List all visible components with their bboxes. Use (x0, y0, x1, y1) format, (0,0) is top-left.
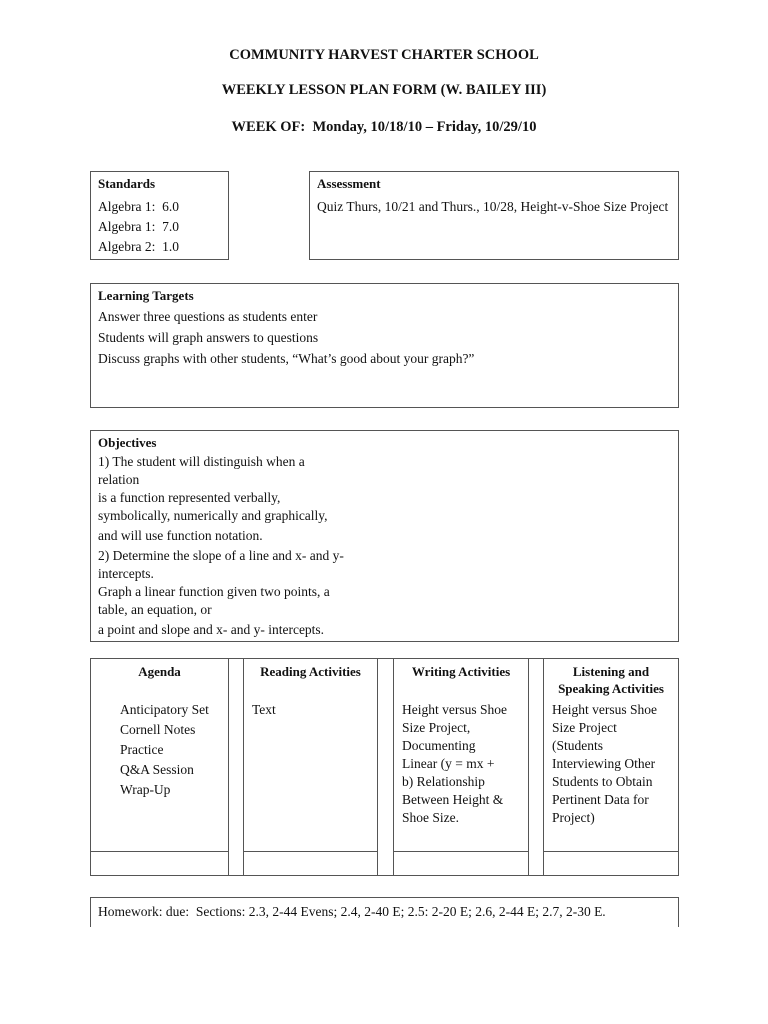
empty-row-cell (90, 851, 229, 876)
writing-line: b) Relationship (402, 774, 485, 789)
objectives-title: Objectives (98, 435, 157, 450)
agenda-item: Wrap-Up (120, 782, 171, 797)
writing-cell (393, 658, 529, 876)
objective-line: a point and slope and x- and y- intercepts. (98, 622, 325, 637)
standards-list (98, 198, 179, 256)
objective-line: intercepts. (98, 566, 154, 581)
objective-line: symbolically, numerically and graphically, (98, 508, 328, 523)
empty-row-cell (543, 851, 679, 876)
school-name: COMMUNITY HARVEST CHARTER SCHOOL (229, 47, 539, 63)
objective-line: relation (98, 472, 140, 487)
empty-row-cell (243, 851, 378, 876)
week-label: WEEK OF: (231, 119, 306, 135)
objectives-list (98, 453, 344, 639)
listening-line: Pertinent Data for (552, 792, 649, 807)
standard-item: Algebra 1: 7.0 (98, 219, 179, 234)
listening-text (552, 701, 657, 827)
listening-title: Listening and Speaking Activities (558, 664, 664, 696)
reading-cell (243, 658, 378, 876)
writing-title: Writing Activities (411, 664, 511, 679)
homework-text: Homework: due: Sections: 2.3, 2-44 Evens; 2.4, 2-40 E; 2.5: 2-20 E; 2.6, 2-44 E; 2.7, 2-30 E. (98, 904, 606, 919)
agenda-item: Q&A Session (120, 762, 194, 777)
agenda-item: Practice (120, 742, 164, 757)
objective-line: table, an equation, or (98, 602, 212, 617)
writing-line: Shoe Size. (402, 810, 459, 825)
assessment-text: Quiz Thurs, 10/21 and Thurs., 10/28, Height-v-Shoe Size Project (317, 199, 669, 214)
listening-cell (543, 658, 679, 876)
objectives-box (90, 430, 679, 642)
listening-line: Students to Obtain (552, 774, 653, 789)
listening-line: Size Project (552, 720, 617, 735)
learning-target-item: Answer three questions as students enter (98, 309, 318, 324)
table-spacer (377, 658, 394, 876)
writing-line: Height versus Shoe (402, 702, 507, 717)
empty-row-cell (393, 851, 529, 876)
agenda-item: Anticipatory Set (120, 702, 209, 717)
homework-box (90, 897, 679, 927)
table-spacer (528, 658, 544, 876)
agenda-list (120, 701, 209, 799)
week-of (0, 119, 768, 136)
standard-item: Algebra 1: 6.0 (98, 199, 179, 214)
table-spacer (228, 658, 244, 876)
learning-targets-title: Learning Targets (98, 288, 194, 303)
objective-line: is a function represented verbally, (98, 490, 281, 505)
standards-title: Standards (98, 176, 156, 191)
reading-text: Text (252, 702, 276, 717)
objective-line: and will use function notation. (98, 528, 263, 543)
learning-target-item: Discuss graphs with other students, “What’s good about your graph?” (98, 351, 475, 366)
form-title: WEEKLY LESSON PLAN FORM (W. BAILEY III) (221, 82, 547, 98)
standards-box (90, 171, 229, 260)
listening-line: Interviewing Other (552, 756, 656, 771)
agenda-item: Cornell Notes (120, 722, 196, 737)
learning-targets-list (98, 308, 474, 368)
standard-item: Algebra 2: 1.0 (98, 239, 179, 254)
learning-target-item: Students will graph answers to questions (98, 330, 319, 345)
listening-line: Project) (552, 810, 595, 825)
agenda-title: Agenda (138, 664, 181, 679)
assessment-title: Assessment (317, 176, 381, 191)
writing-line: Between Height & (402, 792, 504, 807)
listening-line: Height versus Shoe (552, 702, 657, 717)
writing-text (402, 701, 507, 827)
objective-line: 1) The student will distinguish when a (98, 454, 305, 469)
writing-line: Documenting (402, 738, 476, 753)
objective-line: 2) Determine the slope of a line and x- and y- (98, 548, 344, 563)
assessment-box (309, 171, 679, 260)
listening-line: (Students (552, 738, 604, 753)
agenda-cell (90, 658, 229, 876)
week-range: Monday, 10/18/10 – Friday, 10/29/10 (312, 119, 537, 135)
reading-title: Reading Activities (260, 664, 361, 679)
objective-line: Graph a linear function given two points, a (98, 584, 330, 599)
learning-targets-box (90, 283, 679, 408)
writing-line: Linear (y = mx + (402, 756, 495, 771)
writing-line: Size Project, (402, 720, 471, 735)
